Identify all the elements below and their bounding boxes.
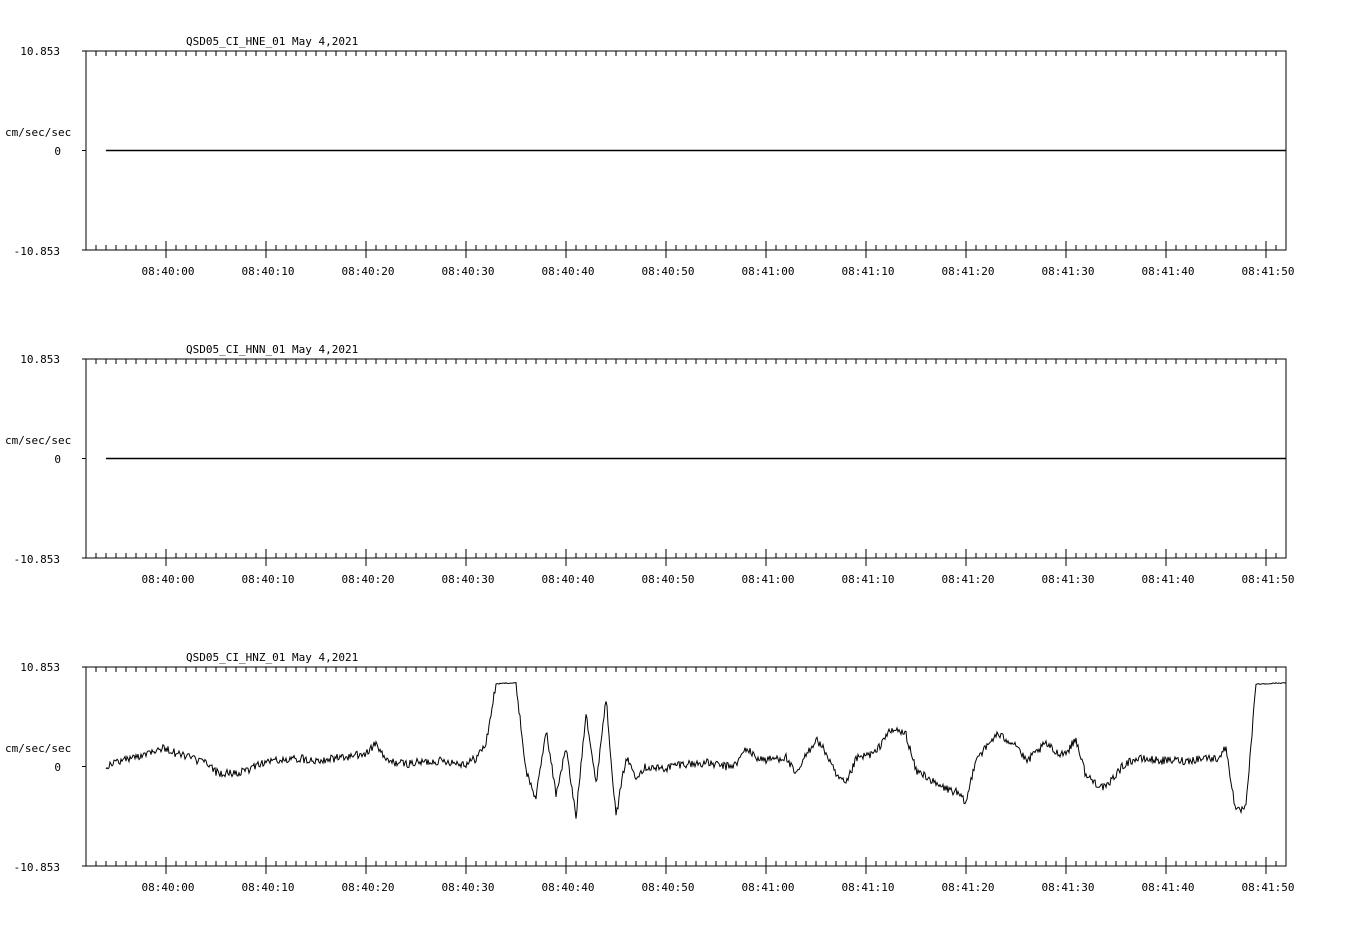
x-tick-label: 08:41:50 [1241, 573, 1295, 586]
x-axis-ticks [82, 359, 1286, 566]
x-tick-label: 08:40:00 [141, 881, 195, 894]
x-tick-label: 08:40:20 [341, 573, 395, 586]
panel-hnn [5, 343, 1294, 586]
x-tick-label: 08:40:30 [441, 265, 495, 278]
x-tick-label: 08:40:00 [141, 265, 195, 278]
x-tick-label: 08:40:50 [641, 573, 695, 586]
x-tick-label: 08:40:40 [541, 573, 595, 586]
y-max-label: 10.853 [20, 353, 60, 366]
y-min-label: -10.853 [13, 861, 60, 874]
x-tick-label: 08:41:40 [1141, 265, 1195, 278]
x-tick-label: 08:40:30 [441, 881, 495, 894]
panel-hne [5, 35, 1294, 278]
y-axis-label: cm/sec/sec [5, 126, 72, 139]
x-tick-label: 08:40:40 [541, 881, 595, 894]
panel-title: QSD05_CI_HNN_01 May 4,2021 [186, 343, 359, 356]
x-tick-label: 08:40:10 [241, 573, 295, 586]
x-tick-label: 08:40:40 [541, 265, 595, 278]
x-tick-label: 08:40:20 [341, 265, 395, 278]
x-tick-label: 08:41:50 [1241, 265, 1295, 278]
x-tick-label: 08:41:50 [1241, 881, 1295, 894]
y-min-label: -10.853 [13, 553, 60, 566]
x-tick-label: 08:41:00 [741, 573, 795, 586]
x-tick-label: 08:40:50 [641, 881, 695, 894]
panel-hnz [5, 651, 1294, 894]
y-zero-label: 0 [54, 453, 61, 466]
x-axis-ticks [82, 51, 1286, 258]
y-max-label: 10.853 [20, 45, 60, 58]
x-tick-label: 08:41:10 [841, 265, 895, 278]
x-tick-label: 08:41:30 [1041, 265, 1095, 278]
x-tick-label: 08:41:20 [941, 881, 995, 894]
x-tick-label: 08:40:10 [241, 265, 295, 278]
x-tick-label: 08:41:30 [1041, 881, 1095, 894]
x-axis-tick-labels [142, 265, 1295, 278]
x-tick-label: 08:41:30 [1041, 573, 1095, 586]
y-min-label: -10.853 [13, 245, 60, 258]
x-tick-label: 08:41:20 [941, 573, 995, 586]
y-max-label: 10.853 [20, 661, 60, 674]
x-tick-label: 08:40:50 [641, 265, 695, 278]
x-tick-label: 08:40:30 [441, 573, 495, 586]
x-tick-label: 08:41:00 [741, 265, 795, 278]
x-tick-label: 08:41:40 [1141, 573, 1195, 586]
x-tick-label: 08:40:20 [341, 881, 395, 894]
panel-title: QSD05_CI_HNZ_01 May 4,2021 [186, 651, 359, 664]
trace-line [106, 683, 1286, 819]
x-tick-label: 08:41:10 [841, 881, 895, 894]
x-tick-label: 08:41:10 [841, 573, 895, 586]
x-tick-label: 08:40:00 [141, 573, 195, 586]
y-axis-label: cm/sec/sec [5, 434, 72, 447]
x-tick-label: 08:41:00 [741, 881, 795, 894]
x-axis-ticks [82, 667, 1286, 874]
x-axis-tick-labels [142, 573, 1295, 586]
x-tick-label: 08:41:20 [941, 265, 995, 278]
x-tick-label: 08:41:40 [1141, 881, 1195, 894]
x-tick-label: 08:40:10 [241, 881, 295, 894]
y-zero-label: 0 [54, 145, 61, 158]
panel-title: QSD05_CI_HNE_01 May 4,2021 [186, 35, 359, 48]
x-axis-tick-labels [142, 881, 1295, 894]
y-zero-label: 0 [54, 761, 61, 774]
y-axis-label: cm/sec/sec [5, 742, 72, 755]
